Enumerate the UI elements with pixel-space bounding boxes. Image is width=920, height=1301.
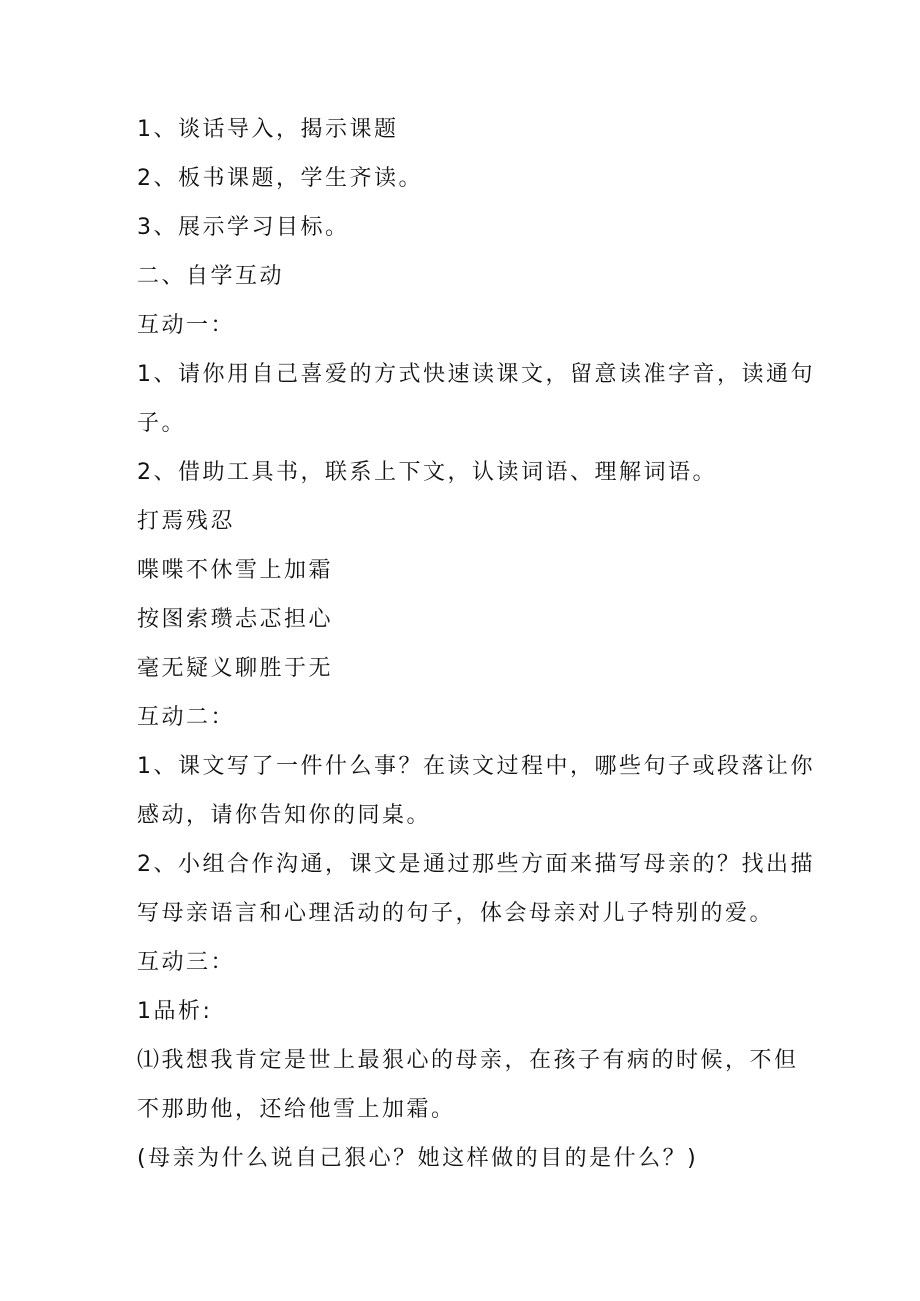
interaction-two-item-1: 1、课文写了一件什么事？在读文过程中，哪些句子或段落让你 (137, 754, 815, 779)
step-intro: 1、谈话导入，揭示课题 (137, 117, 399, 142)
vocab-row-2: 喋喋不休雪上加霜 (137, 558, 334, 583)
interaction-three-heading: 互动三： (137, 950, 236, 975)
interaction-one-heading: 互动一： (137, 313, 236, 338)
interaction-two-item-2-cont: 写母亲语言和心理活动的句子，体会母亲对儿子特别的爱。 (137, 901, 775, 926)
interaction-two-item-1-cont: 感动，请你告知你的同桌。 (137, 803, 432, 828)
interaction-two-heading: 互动二： (137, 705, 236, 730)
step-show-goals: 3、展示学习目标。 (137, 215, 350, 240)
analysis-question: (母亲为什么说自己狠心？她这样做的目的是什么？) (137, 1146, 699, 1171)
analysis-sentence-1: ⑴我想我肯定是世上最狠心的母亲，在孩子有病的时候，不但 (137, 1048, 799, 1073)
analysis-label: 1品析: (137, 999, 213, 1024)
interaction-one-item-1: 1、请你用自己喜爱的方式快速读课文，留意读准字音，读通句 (137, 362, 815, 387)
section-heading-self-study: 二、自学互动 (137, 264, 285, 289)
interaction-one-item-1-cont: 子。 (137, 411, 187, 436)
step-board-title: 2、板书课题，学生齐读。 (137, 166, 423, 191)
vocab-row-4: 毫无疑义聊胜于无 (137, 656, 334, 681)
interaction-one-item-2: 2、借助工具书，联系上下文，认读词语、理解词语。 (137, 460, 717, 485)
interaction-two-item-2: 2、小组合作沟通，课文是通过那些方面来描写母亲的？找出描 (137, 852, 815, 877)
analysis-sentence-1-cont: 不那助他，还给他雪上加霜。 (137, 1097, 456, 1122)
vocab-row-1: 打焉残忍 (137, 509, 236, 534)
vocab-row-3: 按图索瓒忐忑担心 (137, 607, 334, 632)
